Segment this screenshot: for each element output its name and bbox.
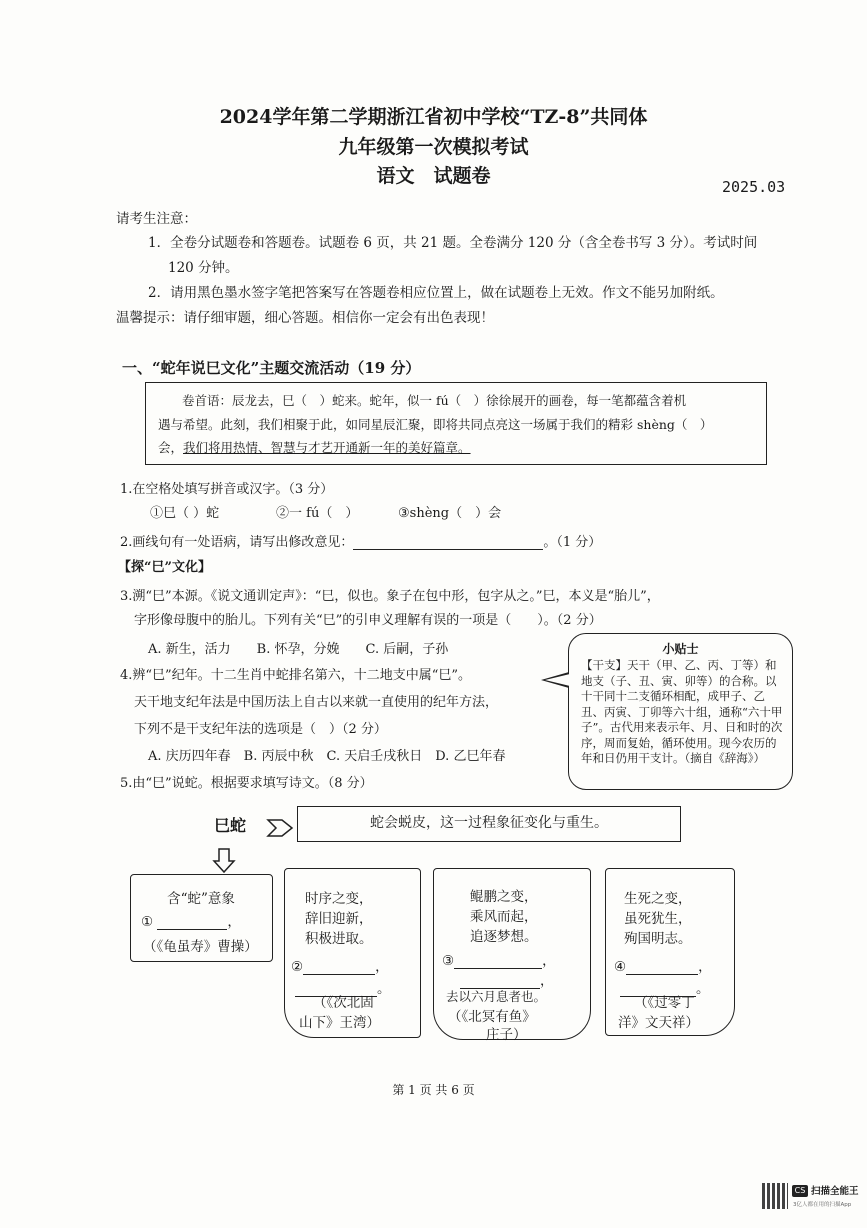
box1-source: （《龟虽寿》曹操） [143, 939, 258, 955]
section1-title: 一、“蛇年说巳文化”主题交流活动（19 分） [122, 359, 421, 377]
preface-line1: 卷首语：辰龙去，巳（ ）蛇来。蛇年，似一 fú（ ）徐徐展开的画卷，每一笔都蕴含着机 [182, 393, 687, 408]
box3-source1: （《北冥有鱼》 [448, 1009, 536, 1025]
box4-blank-row: ④ ， [614, 959, 712, 975]
down-arrow-icon [212, 848, 236, 874]
box2-source2: 山下》王湾） [299, 1015, 380, 1031]
q2-text: 2.画线句有一处语病，请写出修改意见： [120, 535, 354, 550]
box2-answer-blank-1[interactable] [303, 974, 375, 975]
exam-title-line3: 语文 试题卷 [376, 165, 491, 187]
q1-item-b: ②一 fú（ ） [276, 506, 359, 521]
box2-line2: 辞旧迎新， [305, 911, 373, 927]
box4-line2: 虽死犹生， [624, 911, 692, 927]
q4-stem: 4.辨“巳”纪年。十二生肖中蛇排名第六，十二地支中属“巳”。 [120, 668, 471, 683]
poem-box-1 [130, 874, 273, 962]
notice-tip: 温馨提示：请仔细审题，细心答题。相信你一定会有出色表现！ [116, 310, 494, 326]
q3-options: A. 新生，活力 B. 怀孕，分娩 C. 后嗣，子孙 [148, 642, 449, 657]
q4-options: A. 庆历四年春 B. 丙辰中秋 C. 天启壬戌秋日 D. 乙巳年春 [148, 749, 506, 764]
notice-item2: 2．请用黑色墨水签字笔把答案写在答题卷相应位置上，做在试题卷上无效。作文不能另加附纸。 [148, 285, 724, 301]
q1-item-a: ①巳（ ）蛇 [150, 506, 220, 521]
scanner-name: 扫描全能王 [811, 1186, 859, 1197]
preface-line3-start: 会， [158, 440, 184, 455]
box3-line1: 鲲鹏之变， [470, 889, 538, 905]
notice-heading: 请考生注意： [116, 211, 197, 227]
q3-stem-cont: 字形像母腹中的胎儿。下列有关“巳”的引申义理解有误的一项是（ ）。（2 分） [134, 613, 602, 628]
exam-title-line1: 2024学年第二学期浙江省初中学校“TZ-8”共同体 [219, 106, 648, 128]
q4-stem-cont2: 下列不是干支纪年法的选项是（ ）（2 分） [134, 722, 387, 737]
poem-box-4 [605, 868, 735, 1036]
box3-line5: 去以六月息者也。 [446, 989, 547, 1004]
box2-blank-row-2: 。 [295, 977, 391, 997]
diagram-banner: 蛇会蜕皮，这一过程象征变化与重生。 [297, 806, 681, 842]
tip-pointer-fill [545, 674, 570, 686]
box1-answer-blank[interactable] [157, 929, 227, 930]
q2-stem [120, 531, 601, 550]
preface-line2: 遇与希望。此刻，我们相聚于此，如同星辰汇聚，即将共同点亮这一场属于我们的精彩 shèng（ ） [158, 417, 713, 432]
explore-heading: 【探“巳”文化】 [118, 560, 211, 575]
box4-source1: （《过零丁 [634, 995, 695, 1011]
qr-code-icon [762, 1183, 788, 1209]
box4-line1: 生死之变， [624, 891, 692, 907]
poem-box-3 [433, 868, 591, 1043]
box2-line1: 时序之变， [305, 891, 373, 907]
box3-line3: 追逐梦想。 [470, 929, 538, 945]
q1-stem: 1.在空格处填写拼音或汉字。（3 分） [120, 482, 334, 497]
box4-blank-row-2: 。 [620, 977, 710, 997]
box2-blank-row: ② ， [291, 959, 389, 975]
box4-line3: 殉国明志。 [624, 931, 692, 947]
preface-line3 [158, 438, 471, 456]
preface-box [145, 382, 767, 465]
box4-answer-blank-1[interactable] [626, 974, 698, 975]
box3-line2: 乘风而起， [470, 909, 538, 925]
box3-blank-row-2: ， [460, 969, 554, 989]
box3-number: ③ [442, 953, 455, 969]
notice-item1: 1．全卷分试题卷和答题卷。试题卷 6 页，共 21 题。全卷满分 120 分（含全卷书写 3 分）。考试时间 [148, 235, 758, 251]
box2-source1: （《次北固 [313, 995, 374, 1011]
q2-answer-blank[interactable] [353, 549, 543, 550]
page-number: 第 1 页 共 6 页 [392, 1083, 475, 1097]
box1-blank-row: ① ， [141, 914, 241, 930]
q5-stem: 5.由“巳”说蛇。根据要求填写诗文。（8 分） [120, 776, 373, 791]
tip-title: 小贴士 [662, 642, 699, 656]
tip-box [568, 633, 793, 790]
exam-date: 2025.03 [722, 178, 786, 196]
box2-line3: 积极进取。 [305, 931, 373, 947]
exam-title-line2: 九年级第一次模拟考试 [338, 136, 529, 158]
q4-stem-cont1: 天干地支纪年法是中国历法上自古以来就一直使用的纪年方法， [134, 695, 499, 710]
underlined-sentence: 我们将用热情、智慧与才艺开通新一年的美好篇章。 [183, 440, 471, 455]
box3-source2: 庄子） [486, 1027, 527, 1043]
scanner-subtitle: 3亿人都在用的扫描App [793, 1202, 852, 1208]
q3-stem: 3.溯“巳”本源。《说文通训定声》：“巳，似也。象子在包中形，包字从之。”巳，本义是“胎儿”， [120, 589, 660, 604]
diagram-label: 巳蛇 [214, 816, 247, 835]
box1-heading: 含“蛇”意象 [167, 891, 235, 907]
box3-blank-row: ③ ， [442, 953, 556, 969]
box1-number: ① [141, 914, 154, 930]
tip-body: 【干支】天干（甲、乙、丙、丁等）和地支（子、丑、寅、卯等）的合称。以十干同十二支循环相配，成甲子、乙丑、丙寅、丁卯等六十组，通称“六十甲子”。古代用来表示年、月、日和时的次序，周而复始，循环使用。现今农历的年和日仍用干支计。（摘自《辞海》） [581, 658, 783, 765]
box2-number: ② [291, 959, 304, 975]
q2-score: 。（1 分） [543, 535, 602, 550]
scanner-logo-icon: CS [792, 1185, 808, 1197]
poem-box-2 [284, 868, 421, 1038]
right-arrow-icon [266, 818, 294, 838]
notice-item1-cont: 120 分钟。 [168, 260, 239, 276]
q1-item-c: ③shèng（ ）会 [398, 506, 502, 521]
box4-source2: 洋》文天祥） [618, 1015, 699, 1031]
box4-number: ④ [614, 959, 627, 975]
